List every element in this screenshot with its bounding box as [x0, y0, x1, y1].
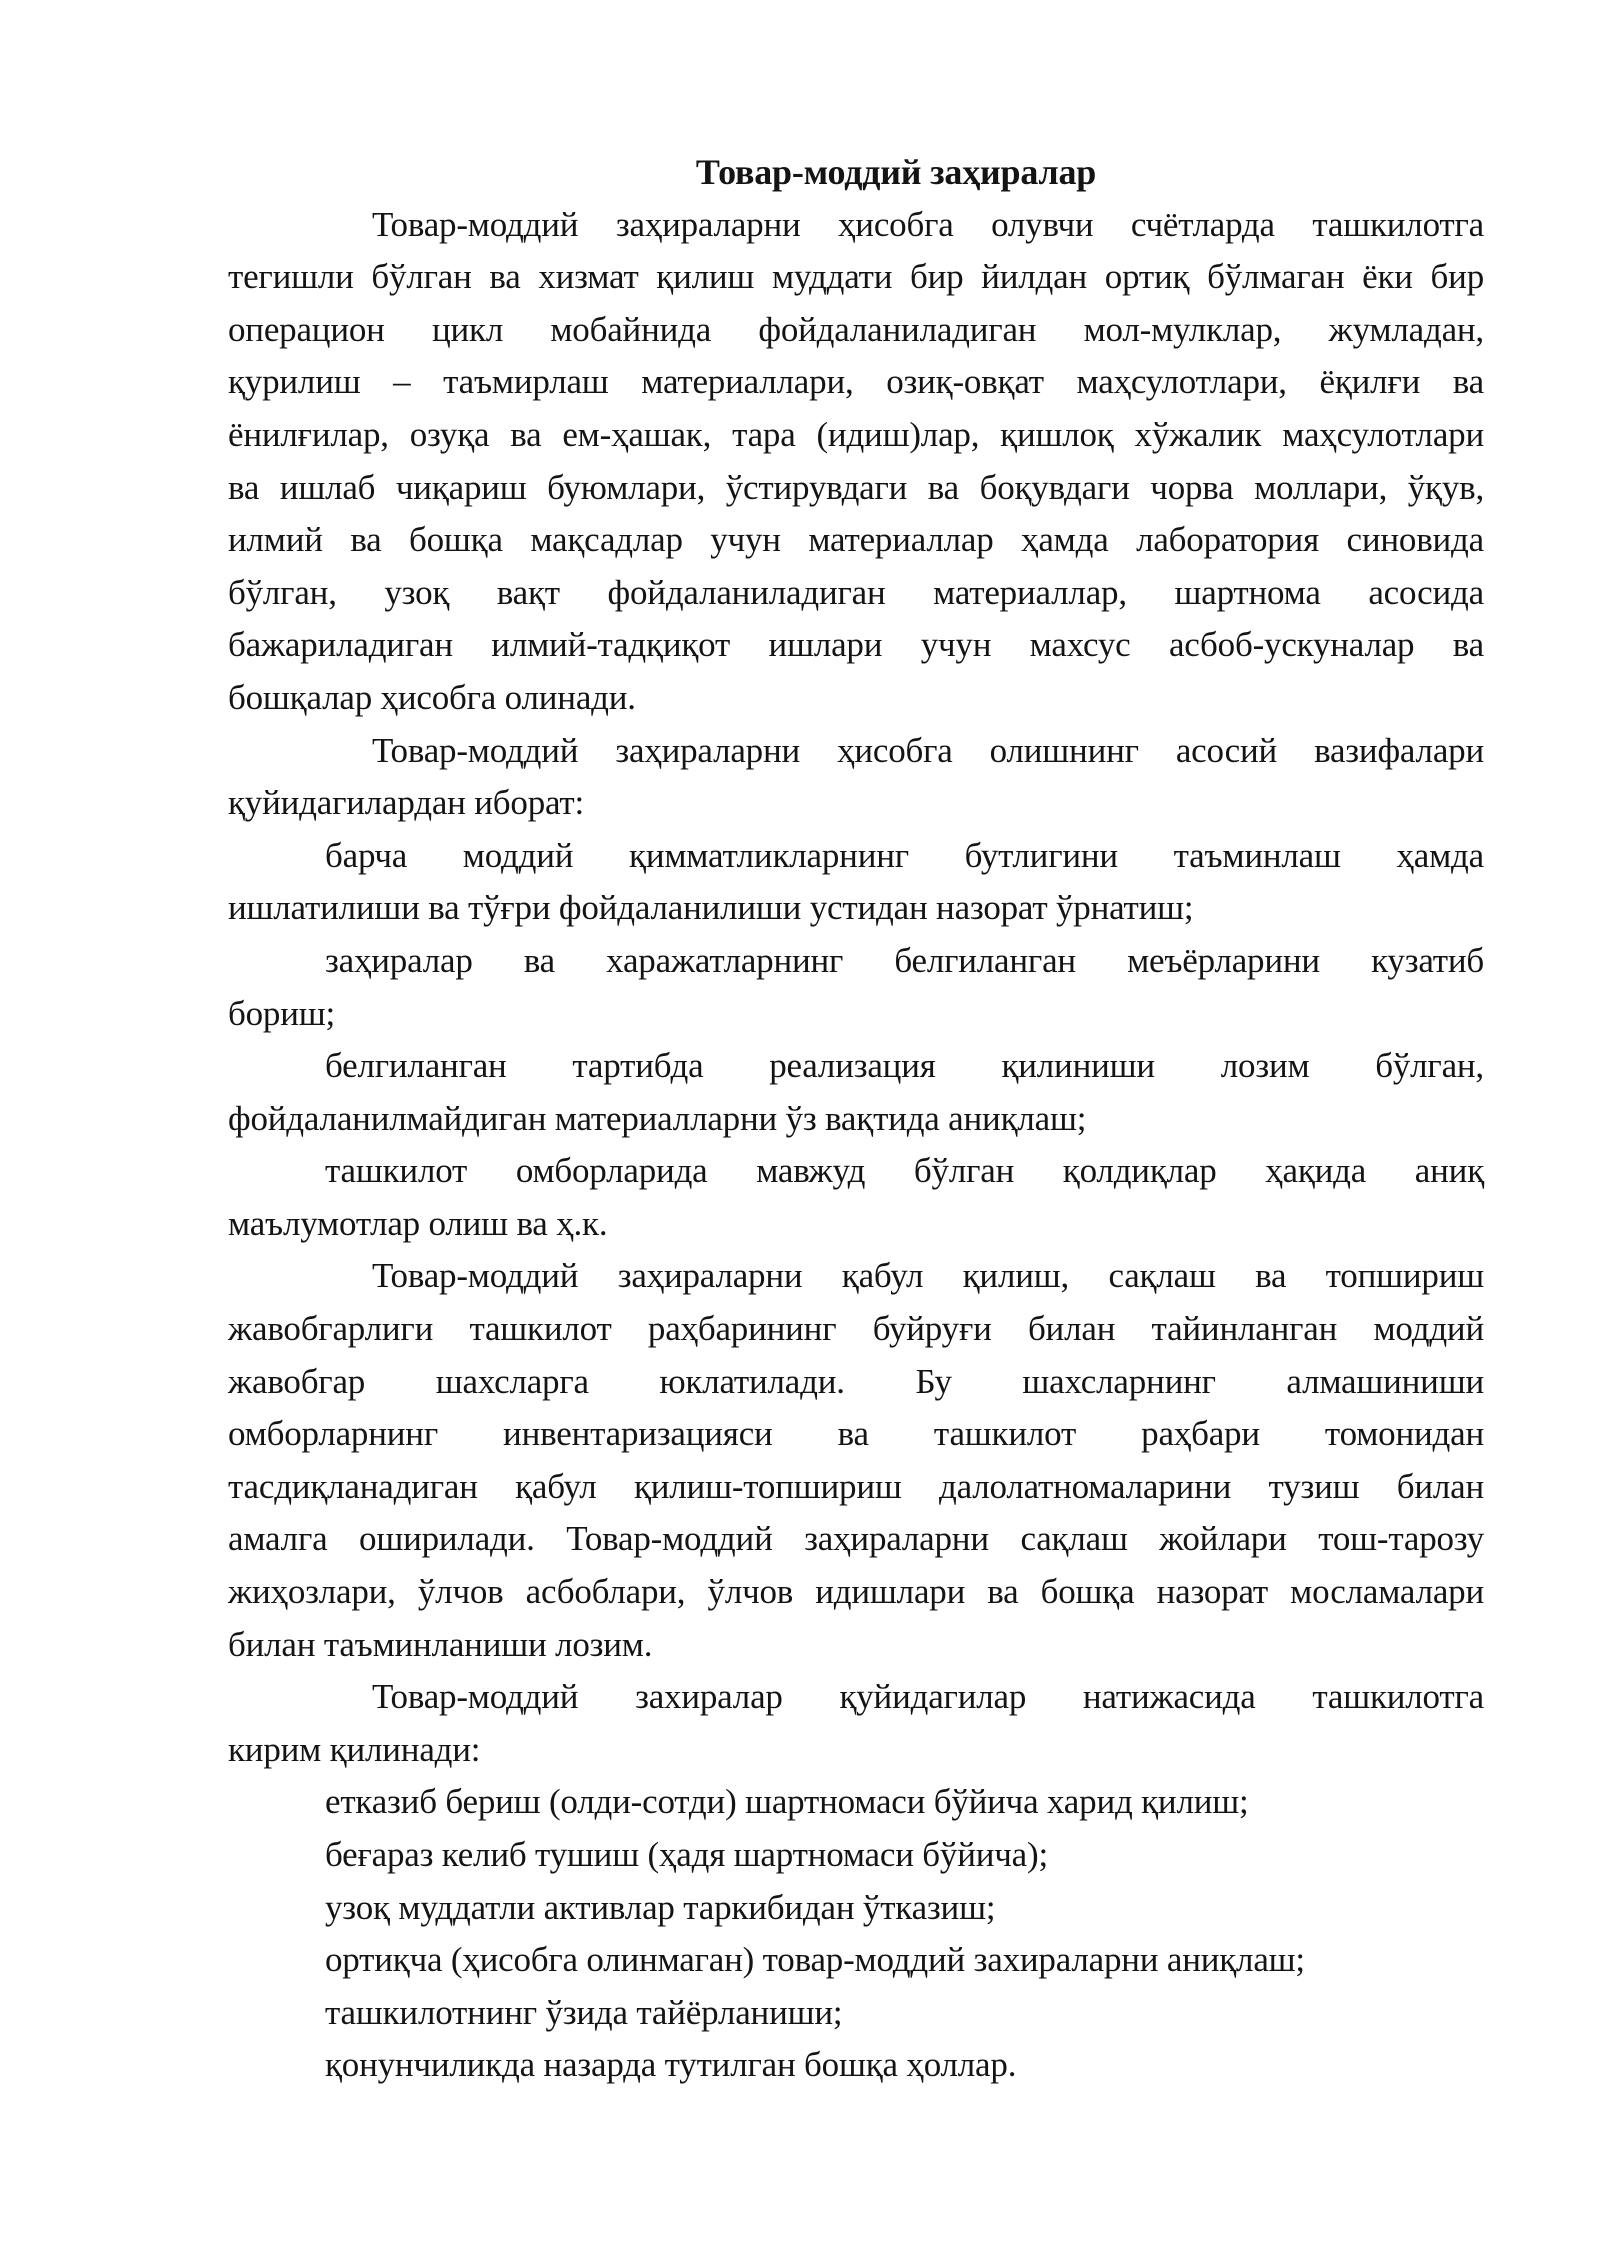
text-line: тасдиқланадиган қабул қилиш-топшириш далолатномаларини тузиш билан: [228, 1466, 1484, 1506]
text-line: Товар-моддий заҳираларни қабул қилиш, сақлаш ва топшириш: [372, 1256, 1484, 1296]
list-item: [228, 1040, 1484, 1145]
text-line: белгиланган тартибда реализация қилиниши лозим бўлган,: [325, 1046, 1484, 1086]
paragraph: [228, 199, 1484, 725]
text-line: тегишли бўлган ва хизмат қилиш муддати бир йилдан ортиқ бўлмаган ёки бир: [228, 257, 1484, 297]
paragraph: [228, 1250, 1484, 1671]
text-line: барча моддий қимматликларнинг бутлигини таъминлаш ҳамда: [325, 835, 1484, 875]
text-line: бажариладиган илмий-тадқиқот ишлари учун махсус асбоб-ускуналар ва: [228, 625, 1484, 665]
list-item: [228, 1934, 1484, 1987]
text-line: қонунчиликда назарда тутилган бошқа ҳоллар.: [325, 2045, 1017, 2085]
list-item: [228, 935, 1484, 1040]
text-line: қурилиш – таъмирлаш материаллари, озиқ-овқат маҳсулотлари, ёқилғи ва: [228, 362, 1484, 402]
text-line: етказиб бериш (олди-сотди) шартномаси бўйича харид қилиш;: [325, 1782, 1249, 1822]
list-item: [228, 1882, 1484, 1935]
text-line: ёнилғилар, озуқа ва ем-ҳашак, тара (идиш)лар, қишлоқ хўжалик маҳсулотлари: [228, 414, 1484, 454]
text-line: беғараз келиб тушиш (ҳадя шартномаси бўйича);: [325, 1835, 1048, 1874]
list-item: [228, 1829, 1484, 1882]
list-item: [228, 1776, 1484, 1829]
text-line: маълумотлар олиш ва ҳ.к.: [228, 1203, 608, 1243]
text-line: билан таъминланиши лозим.: [228, 1624, 653, 1664]
text-line: Товар-моддий захиралар қуйидагилар натижасида ташкилотга: [372, 1677, 1484, 1717]
text-line: жиҳозлари, ўлчов асбоблари, ўлчов идишлари ва бошқа назорат мосламалари: [228, 1572, 1484, 1612]
text-line: заҳиралар ва харажатларнинг белгиланган меъёрларини кузатиб: [325, 940, 1484, 980]
text-line: илмий ва бошқа мақсадлар учун материаллар ҳамда лаборатория синовида: [228, 520, 1484, 560]
text-line: жавобгар шахсларга юклатилади. Бу шахсларнинг алмашиниши: [228, 1361, 1484, 1401]
list-item: [228, 1145, 1484, 1250]
list-item: [228, 830, 1484, 935]
text-line: фойдаланилмайдиган материалларни ўз вақтида аниқлаш;: [228, 1098, 1087, 1138]
text-line: бўлган, узоқ вақт фойдаланиладиган материаллар, шартнома асосида: [228, 572, 1484, 612]
text-line: операцион цикл мобайнида фойдаланиладиган мол-мулклар, жумладан,: [228, 309, 1484, 349]
text-line: қуйидагилардан иборат:: [228, 783, 585, 823]
text-line: ишлатилиши ва тўғри фойдаланилиши устидан назорат ўрнатиш;: [228, 888, 1194, 928]
text-line: ташкилот омборларида мавжуд бўлган қолдиқлар ҳақида аниқ: [325, 1151, 1484, 1191]
text-line: жавобгарлиги ташкилот раҳбарининг буйруғи билан тайинланган моддий: [228, 1309, 1484, 1349]
text-line: омборларнинг инвентаризацияси ва ташкилот раҳбари томонидан: [228, 1414, 1484, 1454]
text-line: Товар-моддий заҳираларни ҳисобга олишнинг асосий вазифалари: [372, 730, 1484, 770]
text-line: узоқ муддатли активлар таркибидан ўтказиш;: [325, 1887, 996, 1927]
text-line: ва ишлаб чиқариш буюмлари, ўстирувдаги ва боқувдаги чорва моллари, ўқув,: [228, 467, 1484, 507]
text-line: ортиқча (ҳисобга олинмаган) товар-моддий захираларни аниқлаш;: [325, 1940, 1305, 1980]
list-item: [228, 1987, 1484, 2040]
text-line: ташкилотнинг ўзида тайёрланиши;: [325, 1992, 843, 2032]
text-line: амалга оширилади. Товар-моддий заҳираларни сақлаш жойлари тош-тарозу: [228, 1519, 1484, 1559]
text-line: бориш;: [228, 993, 336, 1033]
text-line: Товар-моддий заҳираларни ҳисобга олувчи счётларда ташкилотга: [372, 204, 1484, 244]
text-line: бошқалар ҳисобга олинади.: [228, 677, 636, 717]
paragraph: [228, 1671, 1484, 1776]
list-item: [228, 2039, 1484, 2092]
title-text: Товар-моддий заҳиралар: [695, 152, 1097, 192]
document-title: [228, 146, 1484, 199]
text-line: кирим қилинади:: [228, 1729, 481, 1769]
paragraph: [228, 725, 1484, 830]
